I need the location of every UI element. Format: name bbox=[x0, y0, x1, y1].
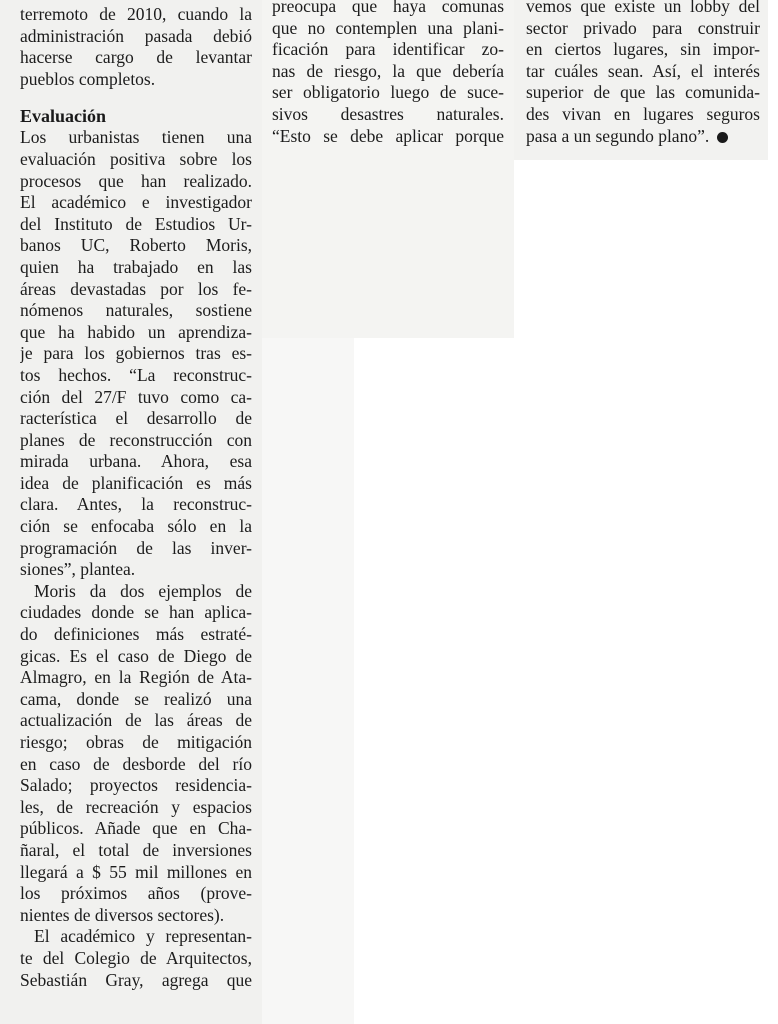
text-line: tar cuáles sean. Así, el interés bbox=[526, 60, 760, 81]
paragraph-gray bbox=[20, 926, 252, 991]
text-line: ciudades donde se han aplica- bbox=[20, 602, 252, 623]
text-line: racterística el desarrollo de bbox=[20, 408, 252, 429]
text-line: ción se enfocaba sólo en la bbox=[20, 516, 252, 537]
text-line: idea de planificación es más bbox=[20, 472, 252, 493]
text-line: llegará a $ 55 mil millones en bbox=[20, 861, 252, 882]
text-line: terremoto de 2010, cuando la bbox=[20, 4, 252, 24]
page-background-strip bbox=[262, 338, 354, 1024]
paragraph-middle bbox=[272, 0, 504, 147]
text-line: evaluación positiva sobre los bbox=[20, 148, 252, 169]
text-line: que no contemplen una plani- bbox=[272, 17, 504, 38]
text-line: sivos desastres naturales. bbox=[272, 103, 504, 124]
section-heading: Evaluación bbox=[20, 106, 107, 127]
text-line: siones”, plantea. bbox=[20, 559, 136, 580]
text-line: clara. Antes, la reconstruc- bbox=[20, 494, 252, 515]
article-end-dot-icon bbox=[717, 132, 728, 143]
text-line: vemos que existe un lobby del bbox=[526, 0, 760, 16]
text-line: programación de las inver- bbox=[20, 537, 252, 558]
text-line: te del Colegio de Arquitectos, bbox=[20, 947, 252, 968]
text-line: sector privado para construir bbox=[526, 17, 760, 38]
text-line: Los urbanistas tienen una bbox=[20, 127, 252, 148]
final-sentence: pasa a un segundo plano”. bbox=[526, 125, 710, 146]
paragraph-right bbox=[526, 0, 760, 147]
text-line: ser obligatorio luego de suce- bbox=[272, 82, 504, 103]
text-line: públicos. Añade que en Cha- bbox=[20, 818, 252, 839]
text-line: cama, donde se realizó una bbox=[20, 688, 252, 709]
paragraph-examples bbox=[20, 581, 252, 927]
article-column-right bbox=[514, 0, 768, 160]
text-line: El académico e investigador bbox=[20, 192, 252, 213]
article-column-left bbox=[0, 0, 262, 1024]
text-line: Moris da dos ejemplos de bbox=[34, 580, 252, 601]
text-line: les, de recreación y espacios bbox=[20, 796, 252, 817]
text-line: mirada urbana. Ahora, esa bbox=[20, 451, 252, 472]
text-line: áreas devastadas por los fe- bbox=[20, 278, 252, 299]
text-line: en caso de desborde del río bbox=[20, 753, 252, 774]
text-line-final bbox=[526, 126, 760, 148]
text-line: en ciertos lugares, sin impor- bbox=[526, 39, 760, 60]
paragraph-evaluation bbox=[20, 127, 252, 580]
text-line: hacerse cargo de levantar bbox=[20, 47, 252, 68]
text-line: preocupa que haya comunas bbox=[272, 0, 504, 16]
text-line: del Instituto de Estudios Ur- bbox=[20, 213, 252, 234]
text-line: los próximos años (prove- bbox=[20, 883, 252, 904]
text-line: tos hechos. “La reconstruc- bbox=[20, 364, 252, 385]
text-line: Sebastián Gray, agrega que bbox=[20, 969, 252, 990]
text-line: nas de riesgo, la que debería bbox=[272, 60, 504, 81]
text-line: gicas. Es el caso de Diego de bbox=[20, 645, 252, 666]
text-line: administración pasada debió bbox=[20, 25, 252, 46]
text-line: ñaral, el total de inversiones bbox=[20, 839, 252, 860]
text-line: ficación para identificar zo- bbox=[272, 39, 504, 60]
text-line: El académico y representan- bbox=[34, 926, 252, 947]
text-line: banos UC, Roberto Moris, bbox=[20, 235, 252, 256]
text-line: do definiciones más estraté- bbox=[20, 624, 252, 645]
text-line: ción del 27/F tuvo como ca- bbox=[20, 386, 252, 407]
article-column-middle bbox=[262, 0, 514, 338]
intro-paragraph bbox=[20, 4, 252, 90]
text-line: planes de reconstrucción con bbox=[20, 429, 252, 450]
text-line: je para los gobiernos tras es- bbox=[20, 343, 252, 364]
text-line: nientes de diversos sectores). bbox=[20, 904, 225, 925]
text-line: superior de que las comunida- bbox=[526, 82, 760, 103]
text-line: riesgo; obras de mitigación bbox=[20, 732, 252, 752]
text-line: pueblos completos. bbox=[20, 68, 156, 89]
text-line: Almagro, en la Región de Ata- bbox=[20, 667, 252, 688]
text-line: actualización de las áreas de bbox=[20, 710, 252, 731]
text-line: que ha habido un aprendiza- bbox=[20, 321, 252, 342]
text-line: des vivan en lugares seguros bbox=[526, 103, 760, 124]
text-line: quien ha trabajado en las bbox=[20, 256, 252, 277]
text-line: procesos que han realizado. bbox=[20, 170, 252, 191]
text-line: nómenos naturales, sostiene bbox=[20, 300, 252, 321]
text-line: “Esto se debe aplicar porque bbox=[272, 125, 504, 146]
text-line: Salado; proyectos residencia- bbox=[20, 775, 252, 796]
